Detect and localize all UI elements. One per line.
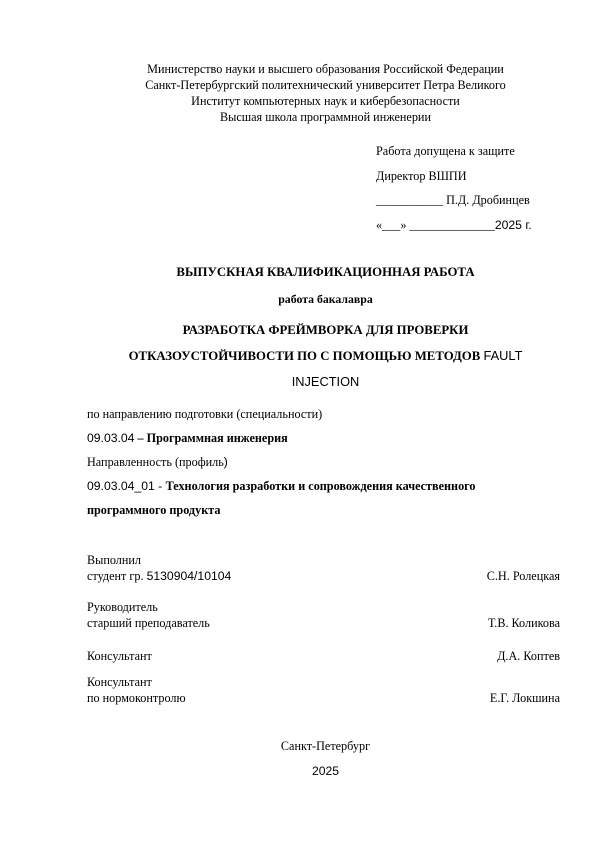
school-name: Высшая школа программной инженерии — [220, 110, 431, 124]
profile-value — [87, 478, 476, 502]
approval-date — [376, 217, 532, 242]
supervisor-block — [87, 600, 560, 631]
supervisor-label: Руководитель — [87, 600, 158, 614]
direction-block — [87, 406, 476, 526]
performer-label: Выполнил — [87, 553, 141, 567]
consultant-label: Консультант — [87, 649, 152, 663]
university-name: Санкт-Петербургский политехнический университет Петра Великого — [145, 78, 506, 92]
topic-line-1: РАЗРАБОТКА ФРЕЙМВОРКА ДЛЯ ПРОВЕРКИ — [182, 323, 469, 337]
performer-name: С.Н. Ролецкая — [486, 568, 560, 583]
ministry-name: Министерство науки и высшего образования Российской Федерации — [147, 62, 504, 76]
supervisor-role: старший преподаватель — [87, 615, 210, 630]
normcontrol-role: по нормоконтролю — [87, 690, 186, 705]
normcontrol-block — [87, 675, 560, 706]
profile-name-line-1: Технология разработки и сопровождения качественного — [165, 479, 476, 493]
performer-group: 5130904/10104 — [146, 568, 232, 583]
normcontrol-label: Консультант — [87, 675, 152, 689]
performer-block — [87, 553, 560, 584]
approval-admitted: Работа допущена к защите — [376, 144, 515, 158]
performer-row — [87, 569, 560, 585]
consultant-block — [87, 649, 560, 665]
performer-role-prefix: студент гр. — [87, 568, 147, 583]
profile-dash: - — [154, 479, 166, 493]
normcontrol-name: Е.Г. Локшина — [489, 690, 560, 705]
supervisor-row — [87, 616, 560, 632]
topic-line-2 — [0, 343, 595, 369]
consultant-name: Д.А. Коптев — [497, 649, 560, 663]
institute-name: Институт компьютерных наук и кибербезопасности — [191, 94, 460, 108]
topic-line-2-tail: FAULT — [483, 348, 523, 363]
thesis-topic — [0, 317, 595, 395]
approval-signature-line: ___________ П.Д. Дробинцев — [376, 193, 530, 207]
document-type: работа бакалавра — [278, 292, 373, 306]
focus-label — [87, 454, 476, 478]
direction-label: по направлению подготовки (специальности) — [87, 407, 323, 421]
topic-line-2-main: ОТКАЗОУСТОЙЧИВОСТИ ПО С ПОМОЩЬЮ МЕТОДОВ — [128, 349, 484, 363]
focus-label-tail: ) — [223, 455, 228, 469]
approval-position: Директор ВШПИ — [376, 168, 467, 183]
profile-code: 09.03.04_01 — [87, 479, 155, 493]
approval-block — [376, 143, 532, 241]
focus-label-main: Направленность (профиль — [87, 455, 224, 469]
approval-date-blank: «___» ______________ — [376, 217, 495, 232]
direction-value — [87, 430, 476, 454]
institution-header — [0, 61, 595, 125]
supervisor-name: Т.В. Коликова — [488, 615, 560, 630]
normcontrol-row — [87, 691, 560, 707]
footer-city: Санкт-Петербург — [280, 739, 371, 753]
approval-date-year: 2025 г. — [494, 217, 532, 232]
profile-name-line-2: программного продукта — [87, 503, 221, 517]
direction-dash: – — [134, 431, 147, 445]
footer-year: 2025 — [311, 764, 340, 778]
direction-name: Программная инженерия — [146, 431, 288, 445]
direction-code: 09.03.04 — [87, 431, 135, 445]
document-title: ВЫПУСКНАЯ КВАЛИФИКАЦИОННАЯ РАБОТА — [176, 265, 475, 279]
performer-role — [87, 569, 231, 583]
topic-line-3: INJECTION — [291, 374, 360, 389]
consultant-row — [87, 649, 560, 665]
